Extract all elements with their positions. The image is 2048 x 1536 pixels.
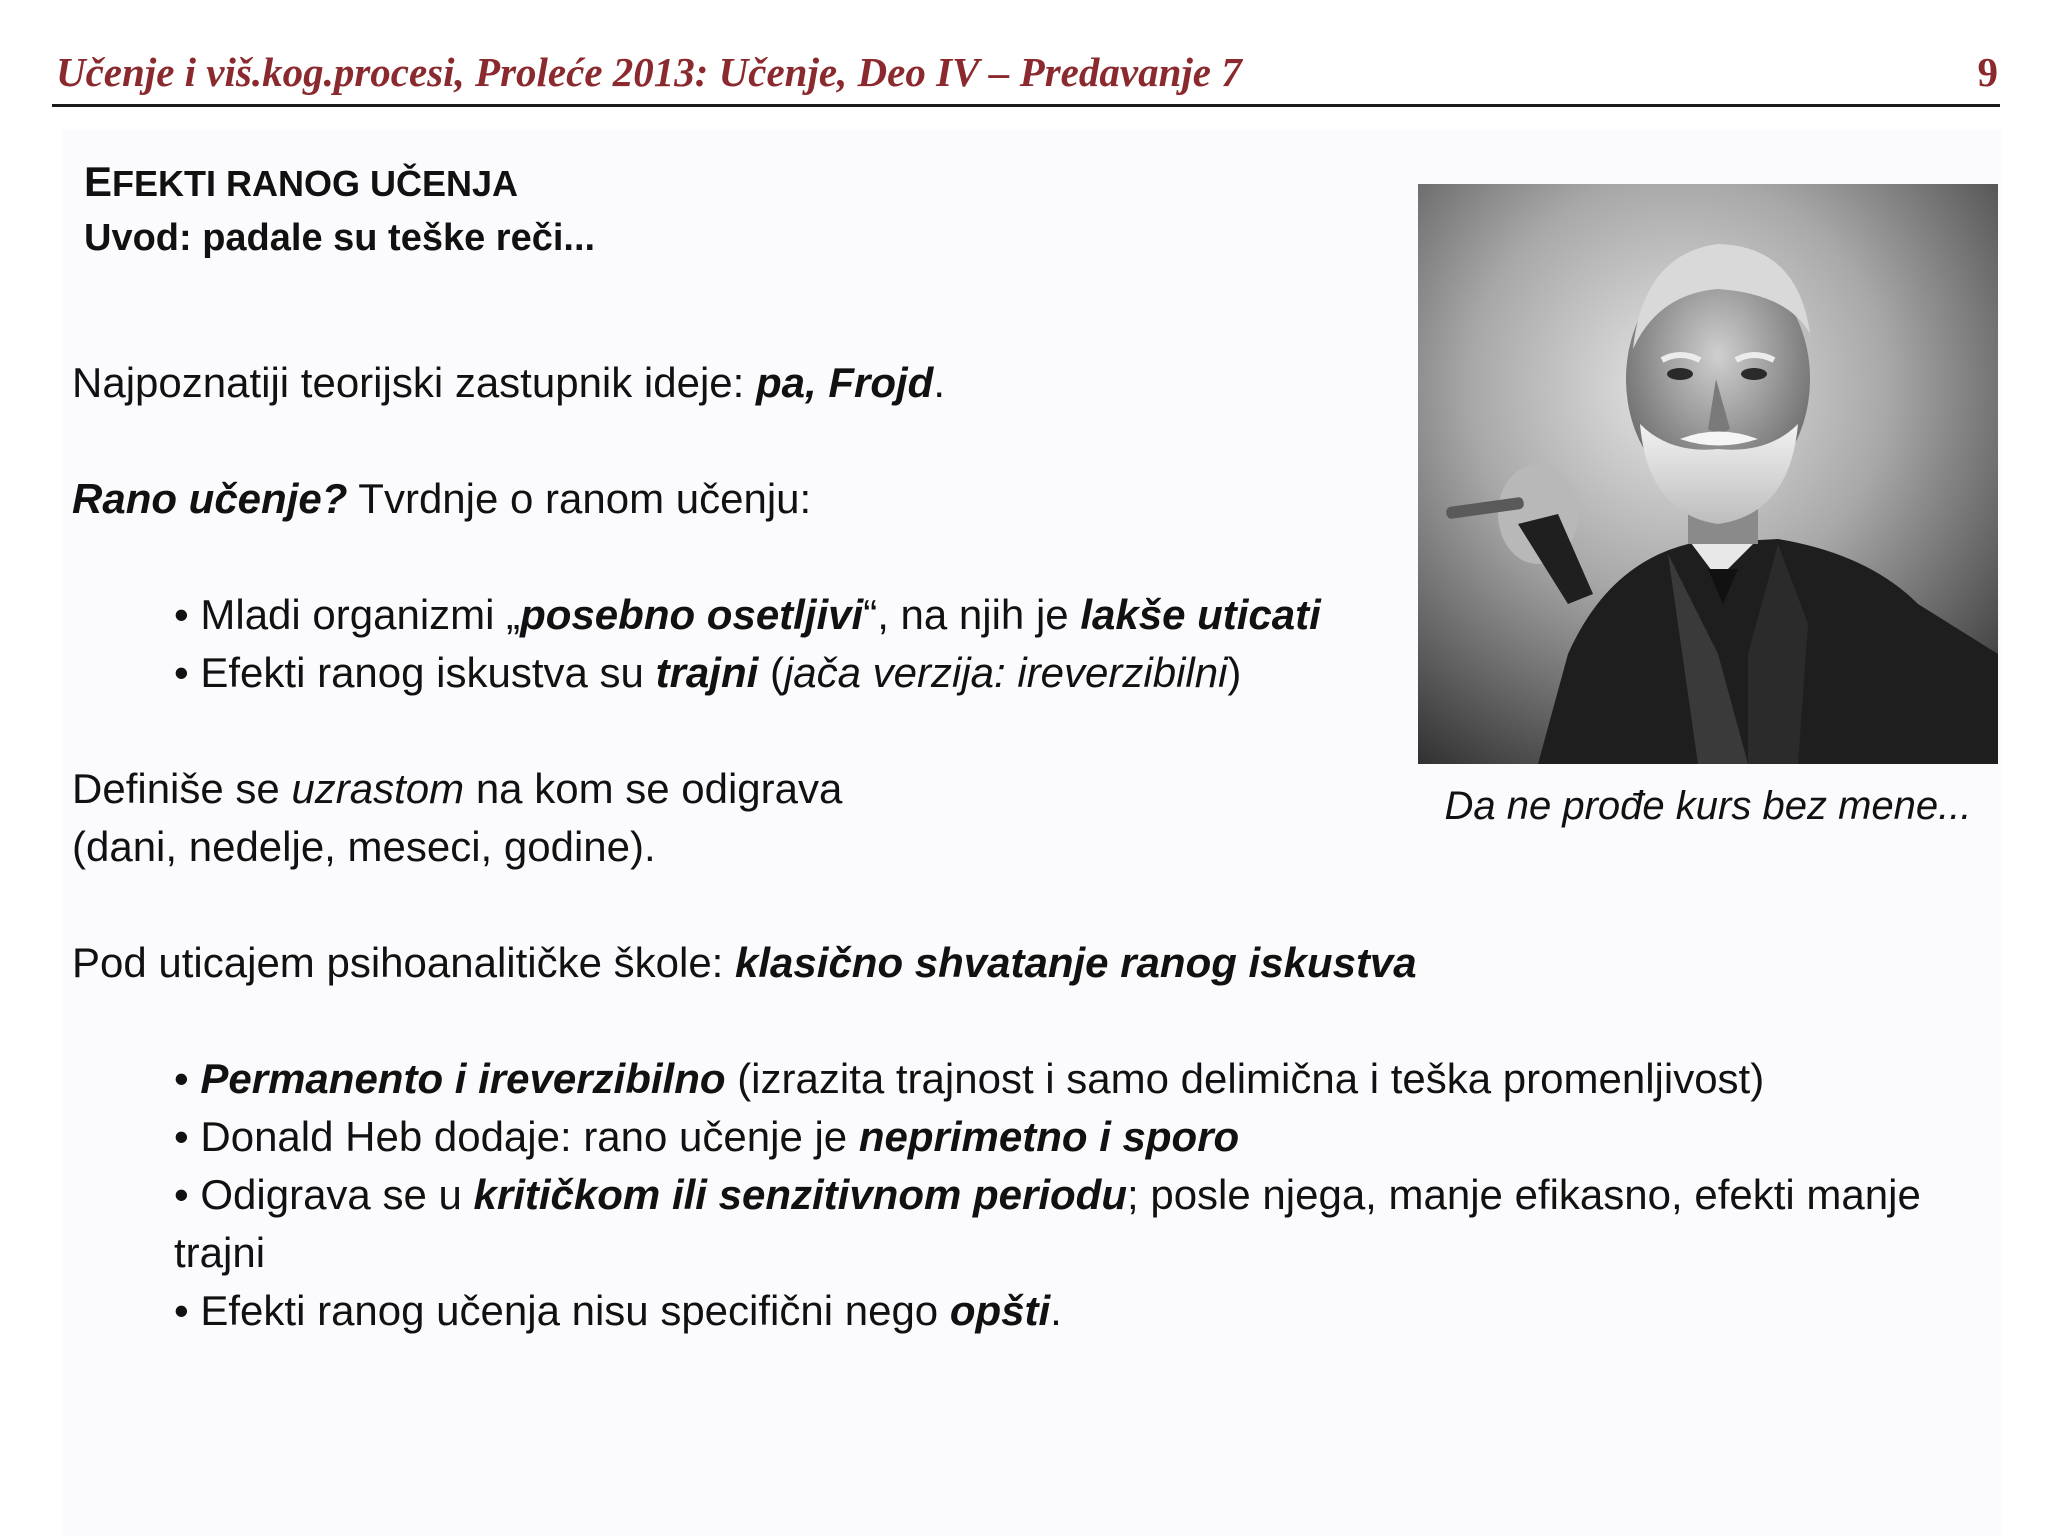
paragraph-rano-ucenje: [72, 470, 811, 528]
heading-initial: E: [84, 158, 113, 205]
heading-rest: FEKTI RANOG UČENJA: [112, 163, 519, 204]
portrait-photo: [1418, 184, 1998, 764]
intro-end: .: [933, 359, 946, 406]
intro-text: Najpoznatiji teorijski zastupnik ideje:: [72, 359, 756, 406]
rano-ucenje-text: Tvrdnje o ranom učenju:: [347, 475, 812, 522]
list-item: • Permanento i ireverzibilno (izrazita trajnost i samo delimična i teška promenljivost): [174, 1055, 1765, 1102]
header-divider: [52, 104, 2000, 107]
paragraph-intro: [72, 354, 945, 412]
rano-ucenje-emphasis: Rano učenje?: [72, 475, 348, 522]
paragraph-definition: Definiše se uzrastom na kom se odigrava: [72, 765, 843, 812]
slide-header: [52, 40, 2000, 106]
section-subheading: Uvod: padale su teške reči...: [84, 217, 596, 259]
portrait-illustration: [1418, 184, 1998, 764]
list-item: • Mladi organizmi „posebno osetljivi“, na njih je lakše uticati: [174, 591, 1321, 638]
section-heading: [84, 160, 518, 206]
photo-caption: Da ne prođe kurs bez mene...: [1444, 784, 1972, 828]
list-item: • Donald Heb dodaje: rano učenje je neprimetno i sporo: [174, 1113, 1240, 1160]
header-title: Učenje i viš.kog.procesi, Proleće 2013: Učenje, Deo IV – Predavanje 7: [56, 49, 1242, 95]
intro-emphasis: pa, Frojd: [756, 359, 934, 406]
paragraph-psychoanalytic: Pod uticajem psihoanalitičke škole: klasično shvatanje ranog iskustva: [72, 939, 1417, 986]
list-item: • Efekti ranog učenja nisu specifični nego opšti.: [174, 1287, 1062, 1334]
page-number: 9: [1977, 49, 1998, 95]
list-item: • Efekti ranog iskustva su trajni (jača verzija: ireverzibilni): [174, 649, 1242, 696]
list-item: • Odigrava se u kritičkom ili senzitivnom periodu; posle njega, manje efikasno, efekti manje trajni: [174, 1171, 1921, 1276]
paragraph-definition-line2: (dani, nedelje, meseci, godine).: [72, 823, 656, 870]
